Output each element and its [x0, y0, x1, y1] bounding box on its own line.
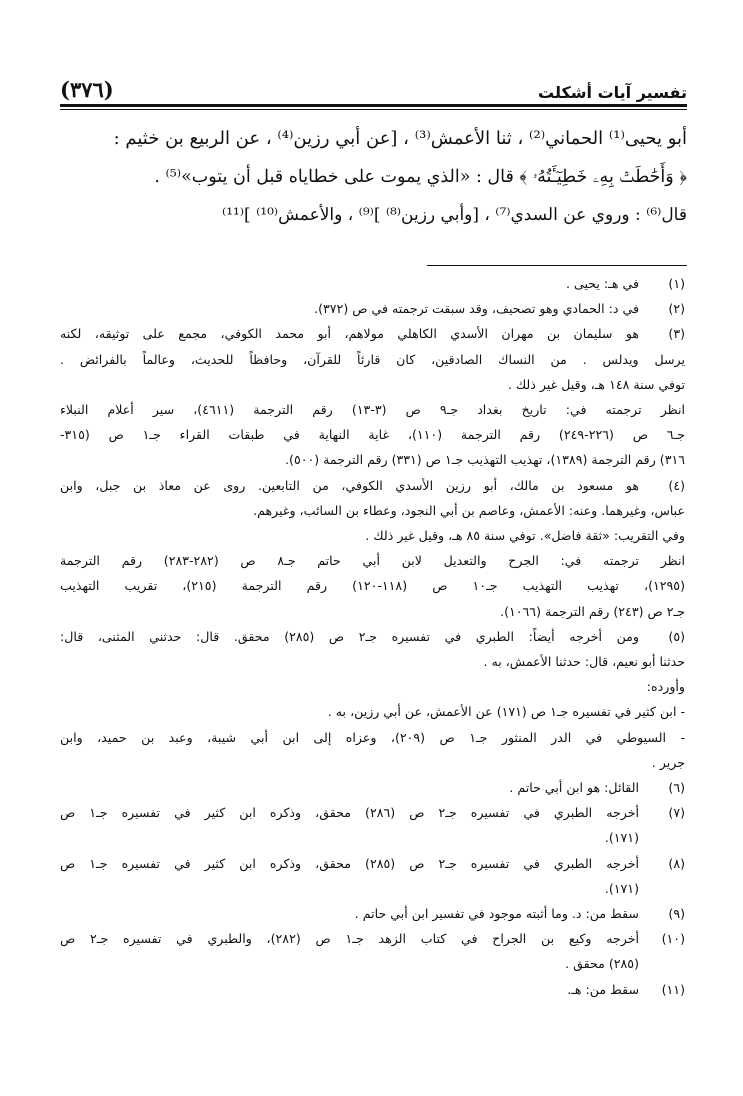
page-header	[60, 70, 687, 102]
main-text-line: ﴿ وَأَحَٰطَتۡ بِهِۦ خَطِيٓـَٔتُهُۥ ﴾ قال : «الذي يموت على خطاياه قبل أن يتوب»⁽⁵⁾ .	[154, 167, 687, 187]
footnote	[60, 800, 685, 850]
footnote-text	[60, 775, 639, 800]
main-text-line: قال⁽⁶⁾ : وروي عن السدي⁽⁷⁾ ، [وأبي رزين⁽⁸⁾ ]⁽⁹⁾ ، والأعمش⁽¹⁰⁾ ]⁽¹¹⁾	[222, 205, 687, 225]
footnote-number: (٨)	[668, 855, 685, 871]
footnote-line: - ابن كثير في تفسيره جـ١ ص (١٧١) عن الأعمش، عن أبي رزين، به .	[327, 704, 685, 720]
footnote	[60, 926, 685, 976]
footnote-text	[60, 851, 639, 901]
footnote	[60, 851, 685, 901]
footnote	[60, 775, 685, 800]
footnote-text	[60, 296, 639, 321]
footnote-line: وفي التقريب: «ثقة فاضل». توفي سنة ٨٥ هـ، وقيل غير ذلك .	[365, 528, 685, 544]
footnote-line: القائل: هو ابن أبي حاتم .	[509, 780, 639, 796]
footnote	[60, 977, 685, 1002]
footnote-line: جرير .	[651, 754, 685, 770]
footnote-line: جـ٢ ص (٢٤٣) رقم الترجمة (١٠٦٦).	[500, 603, 685, 619]
footnote-line: ٣١٦) رقم الترجمة (١٣٨٩)، تهذيب التهذيب جـ١ ص (٣٣١) رقم الترجمة (٥٠٠).	[285, 452, 685, 468]
footnote-text	[60, 926, 639, 976]
header-rule-thick	[60, 104, 687, 107]
footnote	[60, 321, 685, 472]
page-number: (٣٧٦)	[60, 77, 114, 102]
footnote-line: - السيوطي في الدر المنثور جـ١ ص (٢٠٩)، وعزاه إلى ابن أبي شيبة، وعبد بن حميد، وابن	[60, 729, 685, 745]
footnote-separator	[427, 265, 687, 266]
footnote-number: (١)	[668, 276, 685, 291]
footnote-number: (٣)	[668, 326, 685, 342]
footnote-number: (٢)	[668, 301, 685, 317]
footnote-text	[60, 271, 639, 296]
footnote-line: في د: الحمادي وهو تصحيف، وقد سبقت ترجمته في ص (٣٧٢).	[314, 301, 639, 317]
footnote-line: سقط من: هـ.	[567, 981, 639, 997]
footnote-line: توفي سنة ١٤٨ هـ، وقيل غير ذلك .	[507, 376, 685, 392]
footnote-line: يرسل ويدلس . من النساك الصادقين، كان قارئاً للقرآن، وحافظاً للحديث، وعالماً بالفرائض .	[60, 351, 685, 367]
footnote-text	[60, 321, 685, 472]
footnote-line: سقط من: د. وما أثبته موجود في تفسير ابن أبي حاتم .	[354, 906, 639, 922]
footnote-line: انظر ترجمته في: الجرح والتعديل لابن أبي حاتم جـ٨ ص (٢٨٢-٢٨٣) رقم الترجمة	[60, 553, 685, 569]
footnote	[60, 296, 685, 321]
footnote-number: (٤)	[668, 477, 685, 493]
footnote-number: (١٠)	[661, 931, 685, 947]
footnote-line: أخرجه الطبري في تفسيره جـ٢ ص (٢٨٥) محقق، وذكره ابن كثير في تفسيره جـ١ ص	[60, 855, 639, 871]
footnote-text	[60, 977, 639, 1002]
footnote-line: أخرجه الطبري في تفسيره جـ٢ ص (٢٨٦) محقق، وذكره ابن كثير في تفسيره جـ١ ص	[60, 805, 639, 821]
footnote-line: (١٢٩٥)، تهذيب التهذيب جـ١٠ ص (١١٨-١٢٠) رقم الترجمة (٢١٥)، تقريب التهذيب	[60, 578, 685, 594]
footnote	[60, 901, 685, 926]
footnote-line: عباس، وغيرهما. وعنه: الأعمش، وعاصم بن أبي النجود، وعطاء بن السائب، وغيرهم.	[253, 502, 685, 518]
footnote	[60, 624, 685, 775]
footnote-text	[60, 800, 639, 850]
footnote	[60, 473, 685, 624]
footnote-number: (٧)	[668, 805, 685, 821]
header-rule-thin	[60, 109, 687, 110]
footnote-line: جـ٦ ص (٢٢٦-٢٤٩) رقم الترجمة (١١٠)، غاية النهاية في طبقات القراء جـ١ ص (٣١٥-	[60, 427, 685, 443]
footnote-line: (١٧١).	[604, 830, 639, 846]
footnote-line: في هـ: يحيى .	[565, 276, 639, 291]
footnote-number: (١١)	[661, 981, 685, 997]
main-text-line: أبو يحيى⁽¹⁾ الحماني⁽²⁾ ، ثنا الأعمش⁽³⁾ ، [عن أبي رزين⁽⁴⁾ ، عن الربيع بن خثيم :	[113, 128, 687, 149]
footnote-line: وأورده:	[646, 679, 685, 695]
footnotes	[60, 271, 685, 1002]
footnote-number: (٩)	[668, 906, 685, 922]
footnote-line: هو مسعود بن مالك، أبو رزين الأسدي الكوفي، من التابعين. روى عن معاذ بن جبل، وابن	[60, 477, 639, 493]
footnote-line: أخرجه وكيع بن الجراح في كتاب الزهد جـ١ ص (٢٨٢)، والطبري في تفسيره جـ٢ ص	[60, 931, 639, 947]
footnote-text	[60, 624, 685, 775]
footnote	[60, 271, 685, 296]
book-title: تفسير آيات أشكلت	[538, 83, 687, 102]
main-text	[60, 120, 687, 234]
footnote-line: (١٧١).	[604, 880, 639, 896]
footnote-line: ومن أخرجه أيضاً: الطبري في تفسيره جـ٢ ص (٢٨٥) محقق. قال: حدثني المثنى، قال:	[60, 628, 639, 644]
footnote-line: انظر ترجمته في: تاريخ بغداد جـ٩ ص (٣-١٣) رقم الترجمة (٤٦١١)، سير أعلام النبلاء	[60, 402, 685, 418]
footnote-text	[60, 473, 685, 624]
footnote-line: حدثنا أبو نعيم، قال: حدثنا الأعمش، به .	[483, 654, 685, 670]
footnote-number: (٦)	[668, 780, 685, 796]
footnote-line: (٢٨٥) محقق .	[565, 956, 639, 972]
footnote-number: (٥)	[668, 628, 685, 644]
footnote-line: هو سليمان بن مهران الأسدي الكاهلي مولاهم، أبو محمد الكوفي، مجمع على توثيقه، لكنه	[60, 326, 639, 342]
footnote-text	[60, 901, 639, 926]
